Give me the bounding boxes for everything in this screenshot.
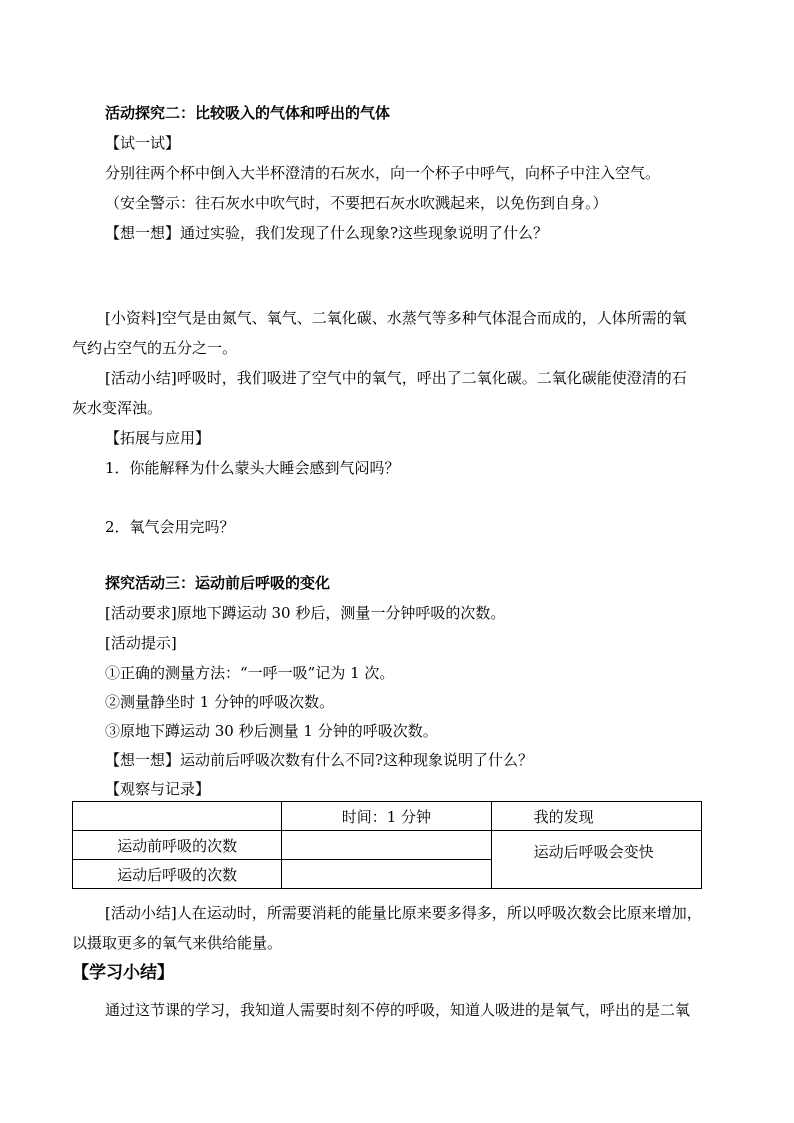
learning-summary-title: 【学习小结】 bbox=[72, 963, 174, 983]
observe-label: 【观察与记录】 bbox=[105, 780, 211, 798]
think-line-3 bbox=[105, 750, 533, 770]
table-cell bbox=[73, 802, 282, 831]
question-1: 1．你能解释为什么蒙头大睡会感到气闷吗？ bbox=[105, 459, 400, 477]
think-text: 通过实验，我们发现了什么现象?这些现象说明了什么？ bbox=[180, 224, 549, 242]
summary2-line-1: [活动小结]呼吸时，我们吸进了空气中的氧气，呼出了二氧化碳。二氧化碳能使澄清的石 bbox=[105, 369, 687, 387]
activity-requirement: [活动要求]原地下蹲运动 30 秒后，测量一分钟呼吸的次数。 bbox=[105, 604, 506, 622]
learning-summary-text: 通过这节课的学习，我知道人需要时刻不停的呼吸，知道人吸进的是氧气，呼出的是二氧 bbox=[105, 1001, 691, 1019]
summary3-line-1: [活动小结]人在运动时，所需要消耗的能量比原来要多得多，所以呼吸次数会比原来增加， bbox=[105, 904, 702, 922]
info-line-1: [小资料]空气是由氮气、氧气、二氧化碳、水蒸气等多种气体混合而成的，人体所需的氧 bbox=[105, 309, 687, 327]
observation-table bbox=[72, 801, 702, 889]
try-label: 【试一试】 bbox=[105, 134, 181, 152]
hint-3: ③原地下蹲运动 30 秒后测量 1 分钟的呼吸次数。 bbox=[105, 722, 438, 740]
hint-label: [活动提示] bbox=[105, 634, 177, 652]
table-cell-empty[interactable] bbox=[282, 831, 491, 860]
think-label: 【想一想】 bbox=[105, 224, 181, 242]
safety-warning: （安全警示：往石灰水中吹气时，不要把石灰水吹溅起来，以免伤到自身。） bbox=[105, 194, 608, 212]
row-label-after: 运动后呼吸的次数 bbox=[73, 860, 282, 889]
row-label-before: 运动前呼吸的次数 bbox=[73, 831, 282, 860]
hint-2: ②测量静坐时 1 分钟的呼吸次数。 bbox=[105, 693, 335, 711]
table-row bbox=[73, 831, 702, 860]
table-header-finding: 我的发现 bbox=[491, 802, 701, 831]
try-text: 分别往两个杯中倒入大半杯澄清的石灰水，向一个杯子中呼气，向杯子中注入空气。 bbox=[105, 164, 661, 182]
table-header-time: 时间：1 分钟 bbox=[282, 802, 491, 831]
think-text-3: 运动前后呼吸次数有什么不同?这种现象说明了什么？ bbox=[180, 751, 534, 769]
section2-title: 活动探究二：比较吸入的气体和呼出的气体 bbox=[105, 104, 391, 122]
summary3-line-2: 以摄取更多的氧气来供给能量。 bbox=[72, 934, 283, 952]
info-line-2: 气约占空气的五分之一。 bbox=[72, 339, 238, 357]
table-row bbox=[73, 802, 702, 831]
hint-1: ①正确的测量方法：“一呼一吸”记为 1 次。 bbox=[105, 664, 395, 682]
table-cell-empty[interactable] bbox=[282, 860, 491, 889]
section3-title: 探究活动三：运动前后呼吸的变化 bbox=[105, 574, 331, 592]
think-label-3: 【想一想】 bbox=[105, 751, 181, 769]
summary2-line-2: 灰水变浑浊。 bbox=[72, 399, 163, 417]
finding-cell: 运动后呼吸会变快 bbox=[491, 831, 701, 889]
extend-label: 【拓展与应用】 bbox=[105, 429, 211, 447]
think-line-2 bbox=[105, 223, 548, 243]
question-2: 2．氧气会用完吗？ bbox=[105, 518, 235, 536]
